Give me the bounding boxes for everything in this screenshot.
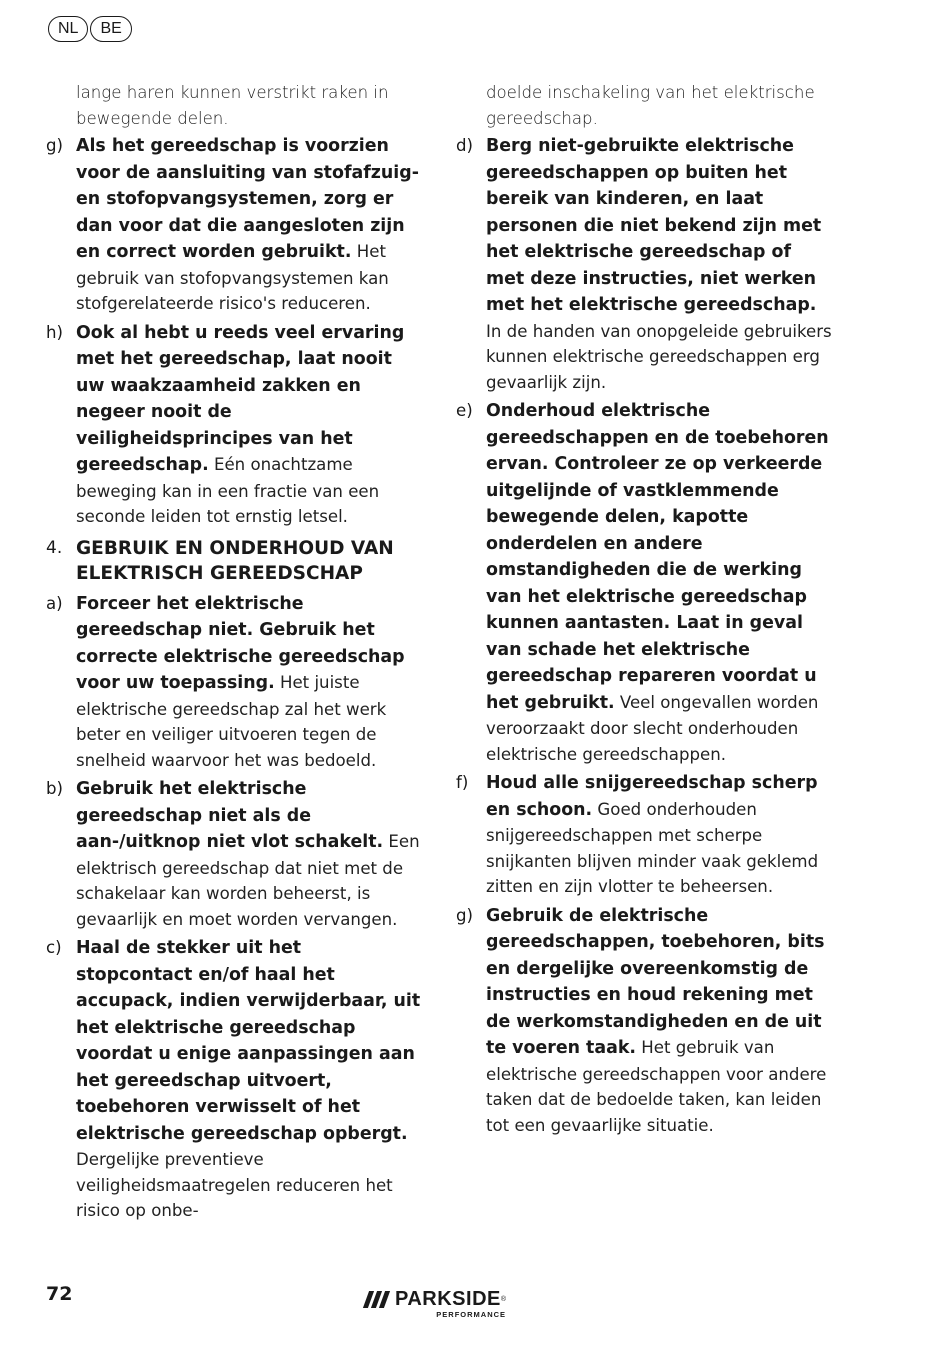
- item-bold-text: Als het gereedschap is voorzien voor de aansluiting van stofafzuig- en stofopvangsystemen, zorg er dan voor dat die aangesloten zijn en correct worden gebruikt.: [76, 136, 419, 262]
- item-normal-text: Het juiste elektrische gereedschap zal het werk beter en veiliger uitvoeren tegen de snelheid waarvoor het was bedoeld.: [76, 673, 387, 770]
- logo-text: PARKSIDE: [395, 1288, 501, 1310]
- section-title: GEBRUIK EN ONDERHOUD VAN ELEKTRISCH GEREEDSCHAP: [76, 537, 394, 584]
- item-bold-text: Gebruik het elektrische gereedschap niet als de aan-/uitknop niet vlot schakelt.: [76, 779, 384, 852]
- list-item-h-left: [46, 320, 422, 530]
- logo-stripes-icon: [366, 1291, 387, 1308]
- item-marker: h): [46, 322, 63, 342]
- list-item-e: [456, 398, 832, 767]
- parkside-logo: [366, 1288, 506, 1319]
- item-bold-text: Haal de stekker uit het stopcontact en/of haal het accupack, indien verwijderbaar, uit het elektrische gereedschap voordat u enige aanpassingen aan het gereedschap uitvoert, toebehoren verwisselt of het elektrische gereedschap opbergt.: [76, 938, 421, 1144]
- item-marker: a): [46, 593, 63, 613]
- language-badge-be: BE: [90, 16, 131, 42]
- left-column: [46, 80, 422, 1227]
- section-heading: [46, 536, 422, 587]
- item-bold-text: Ook al hebt u reeds veel ervaring met het gereedschap, laat nooit uw waakzaamheid zakken en negeer nooit de veiligheidsprincipes van het gereedschap.: [76, 322, 405, 475]
- item-bold-text: Forceer het elektrische gereedschap niet. Gebruik het correcte elektrische gereedschap voor uw toepassing.: [76, 593, 405, 693]
- list-item-g-right: [456, 903, 832, 1139]
- language-badges: [48, 16, 132, 42]
- item-marker: g): [456, 905, 474, 925]
- item-marker: e): [456, 401, 473, 420]
- item-bold-text: Berg niet-gebruikte elektrische gereedschappen op buiten het bereik van kinderen, en laat personen die niet bekend zijn met het elektrische gereedschap of met deze instructies, niet werken met het elektrische gereedschap.: [486, 136, 822, 315]
- item-normal-text: In de handen van onopgeleide gebruikers kunnen elektrische gereedschappen erg gevaarlijk zijn.: [486, 321, 832, 392]
- left-intro-text: lange haren kunnen verstrikt raken in bewegende delen.: [76, 83, 389, 128]
- list-item-b: [46, 776, 422, 932]
- item-marker: g): [46, 136, 64, 155]
- item-normal-text: Dergelijke preventieve veiligheidsmaatregelen reduceren het risico op onbe-: [76, 1150, 393, 1220]
- language-badge-nl: NL: [48, 16, 88, 42]
- page-number: 72: [46, 1283, 73, 1305]
- item-marker: b): [46, 779, 64, 798]
- item-bold-text: Gebruik de elektrische gereedschappen, toebehoren, bits en dergelijke overeenkomstig de instructies en houd rekening met de werkomstandigheden en de uit te voeren taak.: [486, 905, 825, 1058]
- logo-subtitle: PERFORMANCE: [436, 1310, 507, 1319]
- registered-mark-icon: ®: [500, 1296, 507, 1303]
- item-marker: d): [456, 136, 474, 155]
- list-item-d: [456, 133, 832, 395]
- right-intro-text: doelde inschakeling van het elektrische gereedschap.: [486, 83, 815, 128]
- item-normal-text: Het gebruik van stofopvangsystemen kan stofgerelateerde risico's reduceren.: [76, 242, 389, 313]
- right-column: [456, 80, 832, 1141]
- list-item-a: [46, 591, 422, 774]
- item-normal-text: Eén onachtzame beweging kan in een fractie van een seconde leiden tot ernstig letsel.: [76, 455, 380, 526]
- item-normal-text: Veel ongevallen worden veroorzaakt door slecht onderhouden elektrische gereedschappen.: [486, 692, 819, 764]
- item-normal-text: Het gebruik van elektrische gereedschappen voor andere taken dat de bedoelde taken, kan leiden tot een gevaarlijke situatie.: [486, 1038, 827, 1135]
- item-normal-text: Een elektrisch gereedschap dat niet met de schakelaar kan worden beheerst, is gevaarlijk en moet worden vervangen.: [76, 832, 420, 929]
- list-item-c: [46, 935, 422, 1224]
- list-item-g-left: [46, 133, 422, 317]
- item-bold-text: Onderhoud elektrische gereedschappen en de toebehoren ervan. Controleer ze op verkeerde uitgelijnde of vastklemmende bewegende delen, kapotte onderdelen en andere omstandigheden die de werking van het elektrische gereedschap kunnen aantasten. Laat in geval van schade het elektrische gereedschap repareren voordat u het gebruikt.: [486, 401, 829, 713]
- item-normal-text: Goed onderhouden snijgereedschappen met scherpe snijkanten blijven minder vaak geklemd zitten en zijn vlotter te beheersen.: [486, 799, 819, 896]
- list-item-f: [456, 770, 832, 900]
- item-bold-text: Houd alle snijgereedschap scherp en schoon.: [486, 773, 818, 820]
- section-number: 4.: [46, 537, 63, 558]
- item-marker: c): [46, 938, 62, 957]
- item-marker: f): [456, 773, 469, 792]
